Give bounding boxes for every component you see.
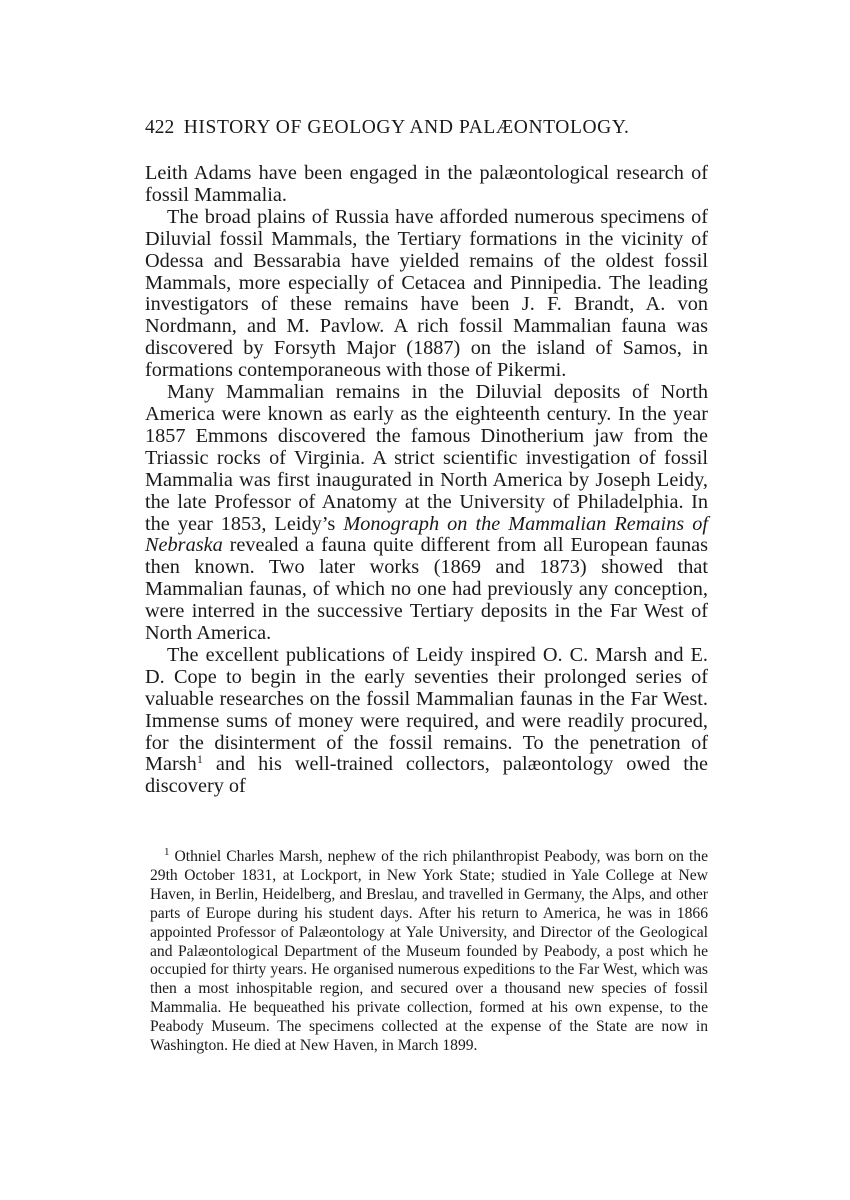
- paragraph-north-america: [145, 382, 708, 645]
- paragraph-russia: The broad plains of Russia have afforded numerous specimens of Diluvial fossil Mammals, the Tertiary formations in the vicinity of Odessa and Bessarabia have yielded remains of the oldest fossil Mammals, more especially of Cetacea and Pinnipedia. The leading investigators of these remains have been J. F. Brandt, A. von Nordmann, and M. Pavlow. A rich fossil Mammalian fauna was discovered by Forsyth Major (1887) on the island of Samos, in formations contemporaneous with those of Pikermi.: [145, 205, 708, 382]
- body-text: [145, 163, 708, 798]
- footnote-marker: 1: [164, 846, 170, 858]
- monograph-title: Monograph on the Mammalian Remains of Nebraska: [145, 512, 708, 557]
- footnote-paragraph: [150, 848, 708, 1056]
- running-title: HISTORY OF GEOLOGY AND PALÆONTOLOGY.: [183, 117, 630, 138]
- page-number: 422: [145, 117, 175, 138]
- footnote-text: Othniel Charles Marsh, nephew of the rich philanthropist Peabody, was born on the 29th October 1831, at Lockport, in New York State; studied in Yale College at New Haven, in Berlin, Heidelberg, and Breslau, and travelled in Germany, the Alps, and other parts of Europe during his student days. After his return to America, he was in 1866 appointed Professor of Palæontology at Yale University, and Director of the Geological and Palæontological Department of the Museum founded by Peabody, a post which he occupied for thirty years. He organised numerous expeditions to the Far West, which was then a most inhospitable region, and secured over a thousand new species of fossil Mammalia. He bequeathed his private collection, formed at his own expense, to the Peabody Museum. The specimens collected at the expense of the State are now in Washington. He died at New Haven, in March 1899.: [150, 848, 708, 1055]
- footnote: [150, 848, 708, 1056]
- paragraph-continued: Leith Adams have been engaged in the palæontological research of fossil Mammalia.: [145, 162, 708, 206]
- running-head: [145, 117, 710, 139]
- paragraph-text: revealed a fauna quite different from all European faunas then known. Two later works (1869 and 1873) showed that Mammalian faunas, of which no one had previously any conception, were interred in the successive Tertiary deposits in the Far West of North America.: [145, 534, 708, 645]
- paragraph-marsh-cope: [145, 645, 708, 798]
- paragraph-text: and his well-trained collectors, palæontology owed the discovery of: [145, 753, 708, 798]
- paragraph-text: Many Mammalian remains in the Diluvial deposits of North America were known as early as the eighteenth century. In the year 1857 Emmons discovered the famous Dinotherium jaw from the Triassic rocks of Virginia. A strict scientific investigation of fossil Mammalia was first inaugurated in North America by Joseph Leidy, the late Professor of Anatomy at the University of Philadelphia. In the year 1853, Leidy’s: [145, 381, 708, 535]
- footnote-reference: 1: [196, 752, 203, 767]
- paragraph-text: The excellent publications of Leidy inspired O. C. Marsh and E. D. Cope to begin in the early seventies their prolonged series of valuable researches on the fossil Mammalian faunas in the Far West. Immense sums of money were required, and were readily procured, for the disinterment of the fossil remains. To the penetration of Marsh: [145, 643, 708, 776]
